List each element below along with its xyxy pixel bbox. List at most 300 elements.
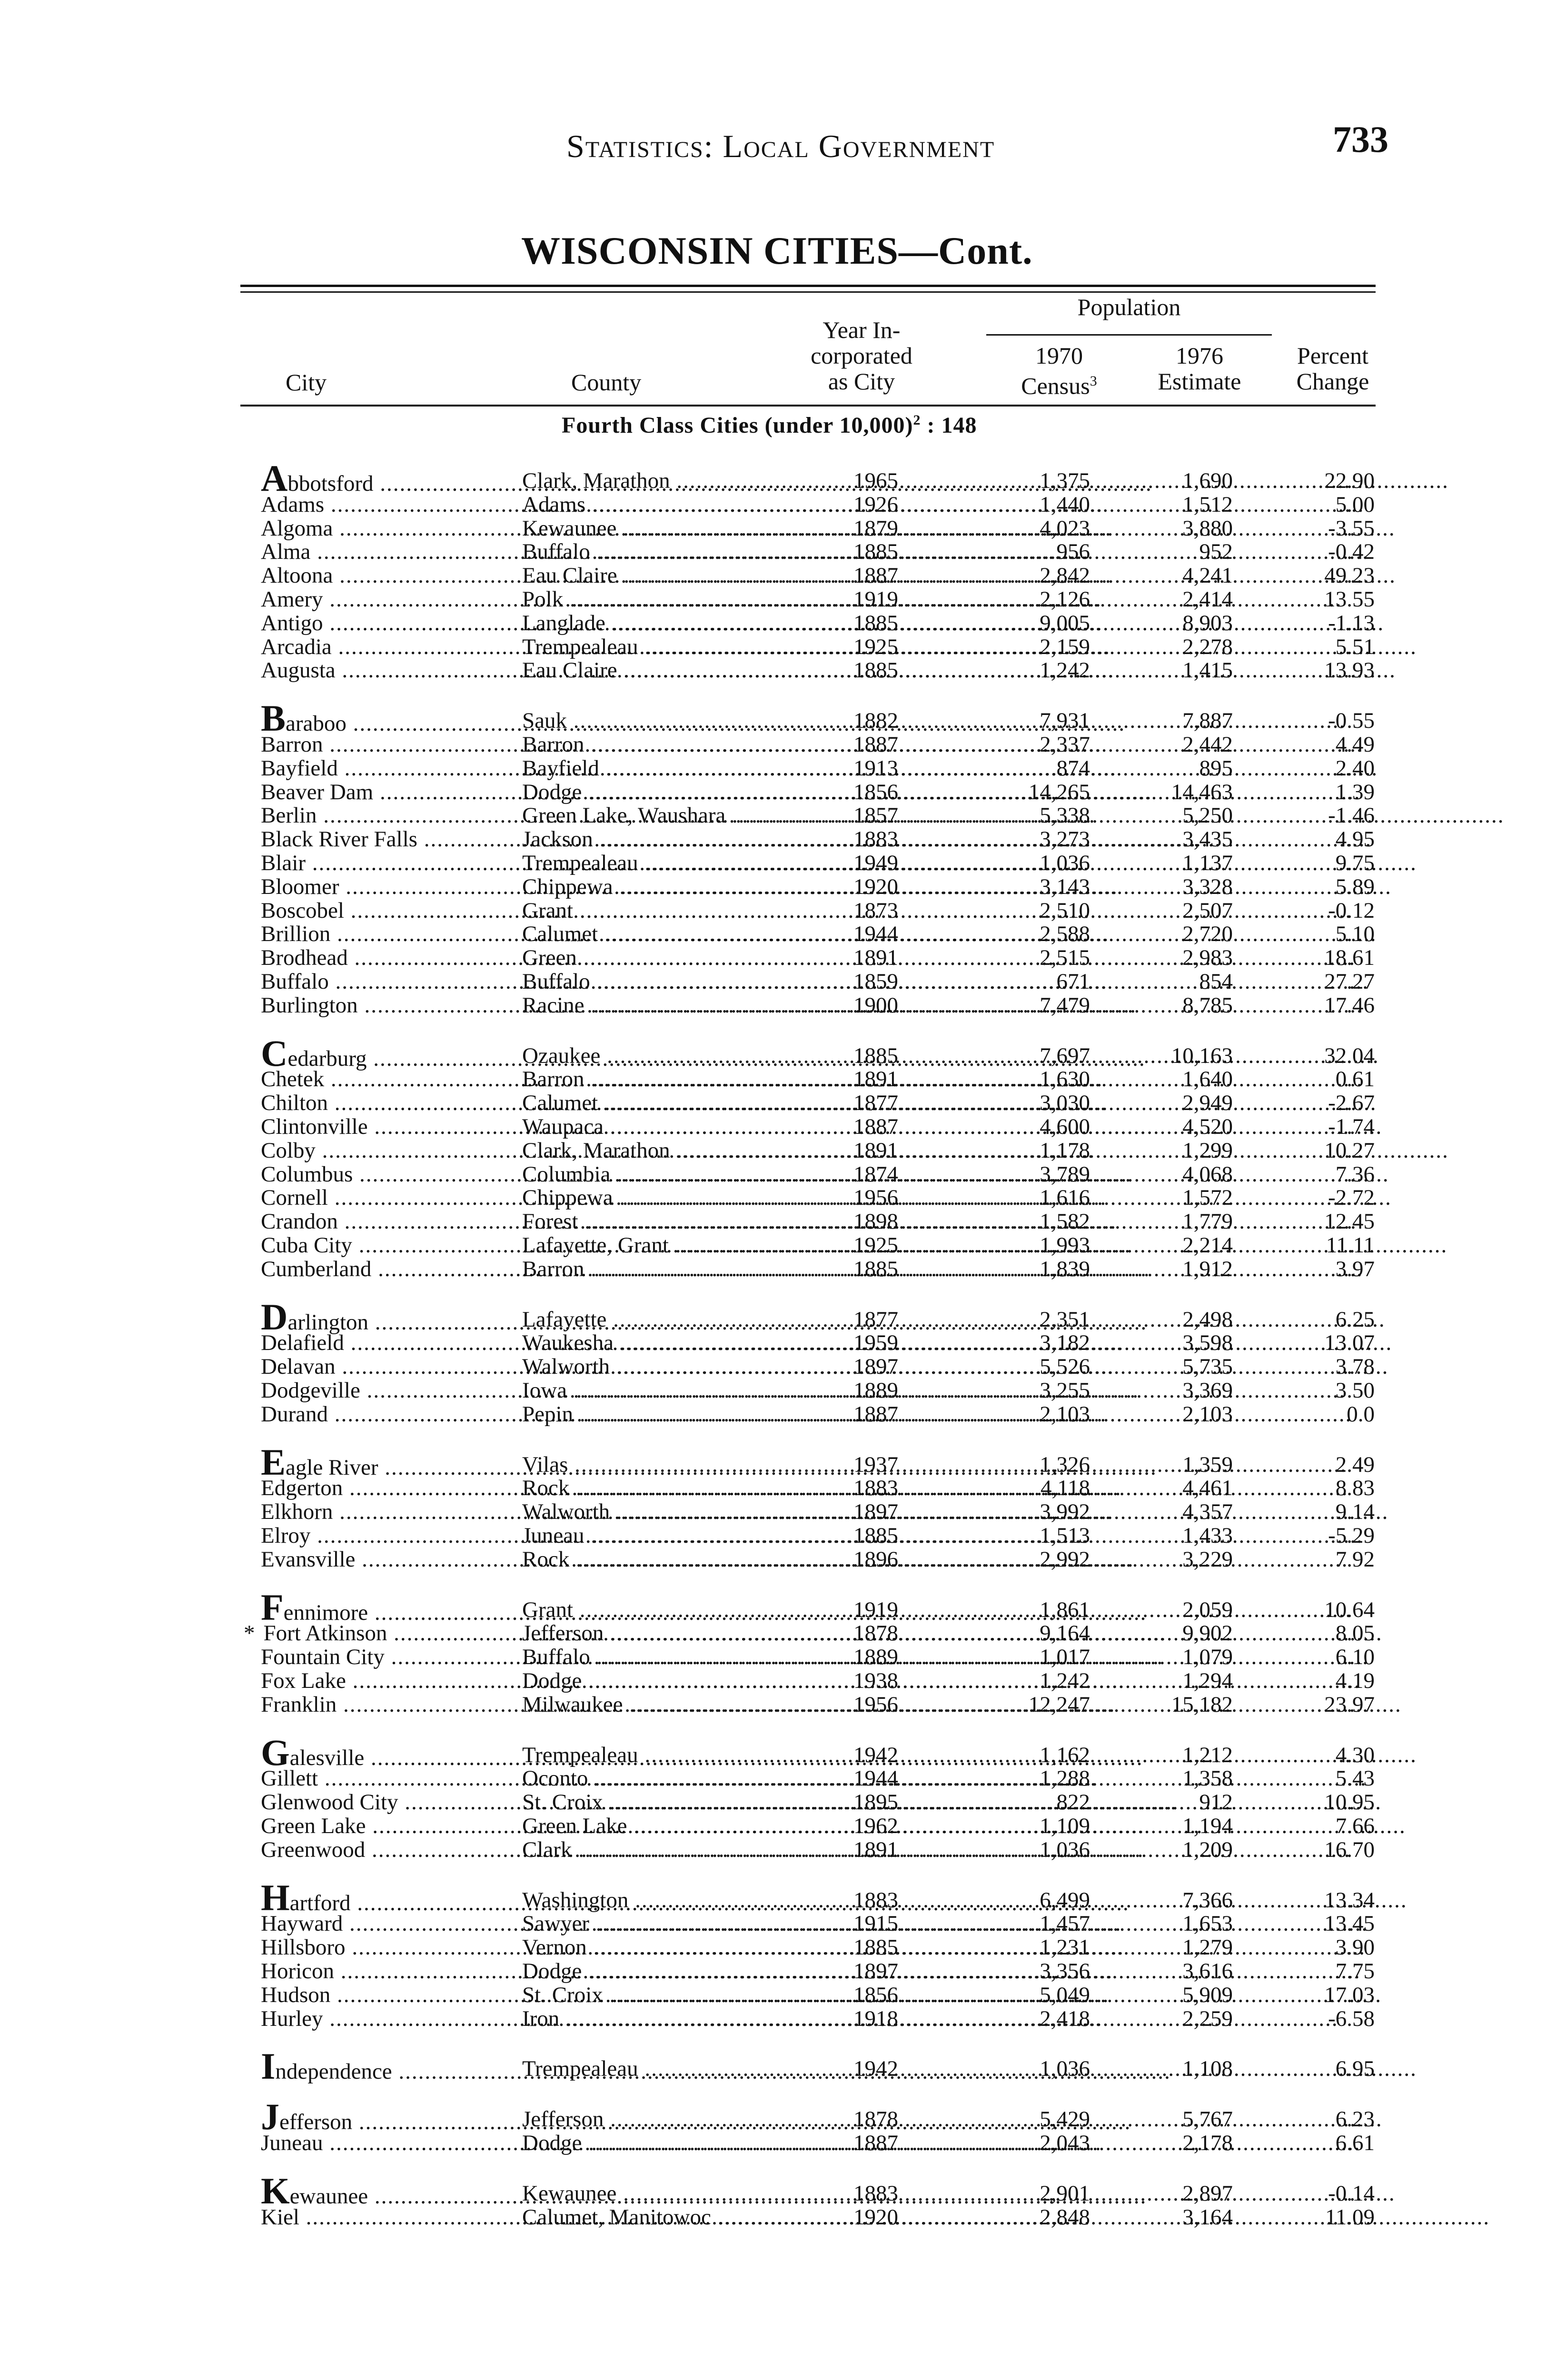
column-header-population: Population [1077, 294, 1181, 320]
top-rule-thin [240, 291, 1376, 293]
county-name: Chippewa ..... [522, 1186, 803, 1210]
year-incorporated: 1885 [853, 1256, 898, 1281]
county-name: Clark ..... [522, 1838, 803, 1862]
population-1970: 3,030 [1040, 1091, 1090, 1116]
population-1970: 12,247 [1028, 1692, 1090, 1717]
population-1976: 3,229 [1182, 1547, 1233, 1572]
table-row [0, 1838, 1546, 1862]
percent-change: 2.49 [1335, 1452, 1375, 1477]
city-name: Galesville ..... [261, 1743, 520, 1770]
county-name: Rock ..... [522, 1476, 803, 1500]
year-incorporated: 1885 [853, 658, 898, 683]
population-1970: 1,036 [1040, 2056, 1090, 2082]
year-incorporated: 1896 [853, 1547, 898, 1572]
table-row [0, 1233, 1546, 1257]
city-name: Kewaunee ..... [261, 2182, 520, 2208]
percent-change: 5.89 [1335, 874, 1375, 899]
percent-change: 6.95 [1335, 2056, 1375, 2082]
city-name: Fox Lake ..... [261, 1669, 520, 1693]
year-incorporated: 1878 [853, 1621, 898, 1646]
percent-change: 7.66 [1335, 1814, 1375, 1838]
year-incorporated: 1873 [853, 898, 898, 923]
population-1976: 9,902 [1182, 1621, 1233, 1646]
city-name: Cedarburg ..... [261, 1044, 520, 1071]
population-1976: 1,212 [1182, 1742, 1233, 1767]
county-name: Lafayette ..... [522, 1308, 803, 1331]
county-name: Clark, Marathon ..... [522, 1139, 803, 1162]
city-name: Darlington ..... [261, 1308, 520, 1334]
county-name: Waupaca ..... [522, 1115, 803, 1139]
county-name: Juneau ..... [522, 1524, 803, 1547]
city-name: Colby ..... [261, 1139, 520, 1162]
population-1970: 1,036 [1040, 851, 1090, 875]
percent-change: 10.64 [1324, 1597, 1375, 1622]
percent-change: 10.27 [1324, 1138, 1375, 1163]
city-name: Greenwood ..... [261, 1838, 520, 1862]
population-1970: 1,457 [1040, 1911, 1090, 1936]
year-incorporated: 1856 [853, 779, 898, 804]
population-1970: 7,479 [1040, 992, 1090, 1018]
table-row [0, 1731, 1546, 1773]
year-incorporated: 1959 [853, 1330, 898, 1356]
population-1976: 1,690 [1182, 468, 1233, 493]
year-incorporated: 1895 [853, 1790, 898, 1815]
percent-change: -1.13 [1328, 610, 1375, 635]
year-incorporated: 1920 [853, 2204, 898, 2230]
population-1970: 2,337 [1040, 732, 1090, 757]
county-name: Jefferson ..... [522, 1621, 803, 1645]
city-name: Alma ..... [261, 540, 520, 564]
year-incorporated: 1879 [853, 516, 898, 541]
population-1970: 2,515 [1040, 945, 1090, 971]
population-1976: 7,366 [1182, 1887, 1233, 1913]
population-1970: 4,118 [1040, 1476, 1090, 1501]
population-1970: 3,992 [1040, 1499, 1090, 1525]
year-incorporated: 1938 [853, 1668, 898, 1693]
city-name: Blair ..... [261, 851, 520, 875]
population-1976: 5,735 [1182, 1354, 1233, 1379]
county-name: Buffalo ..... [522, 1645, 803, 1669]
year-incorporated: 1918 [853, 2006, 898, 2031]
population-1970: 9,005 [1040, 610, 1090, 635]
population-1976: 1,359 [1182, 1452, 1233, 1477]
population-1970: 4,023 [1040, 516, 1090, 541]
county-name: Clark, Marathon ..... [522, 469, 803, 493]
year-incorporated: 1926 [853, 492, 898, 517]
year-incorporated: 1891 [853, 1138, 898, 1163]
year-incorporated: 1887 [853, 2131, 898, 2155]
table-row [0, 1331, 1546, 1355]
year-incorporated: 1877 [853, 1091, 898, 1116]
table-row [0, 1586, 1546, 1628]
population-1976: 2,983 [1182, 945, 1233, 971]
city-name: Berlin ..... [261, 803, 520, 827]
population-1970: 1,109 [1040, 1814, 1090, 1838]
table-row [0, 2096, 1546, 2138]
percent-change: 10.95 [1324, 1790, 1375, 1815]
table-row [0, 1441, 1546, 1483]
population-1970: 4,600 [1040, 1114, 1090, 1139]
city-name: Cuba City ..... [261, 1233, 520, 1257]
percent-change: 4.95 [1335, 827, 1375, 852]
population-1976: 2,897 [1182, 2181, 1233, 2206]
city-name: Glenwood City ..... [261, 1790, 520, 1814]
population-1976: 2,259 [1182, 2006, 1233, 2031]
population-1976: 14,463 [1171, 779, 1233, 804]
city-name: Amery ..... [261, 587, 520, 611]
population-1976: 2,720 [1182, 922, 1233, 947]
population-1970: 1,242 [1040, 658, 1090, 683]
population-1976: 2,507 [1182, 898, 1233, 923]
percent-change: 12.45 [1324, 1209, 1375, 1234]
county-name: Oconto ..... [522, 1766, 803, 1790]
population-1976: 1,194 [1182, 1814, 1233, 1838]
population-1970: 2,588 [1040, 922, 1090, 947]
population-1970: 1,440 [1040, 492, 1090, 517]
population-1976: 3,328 [1182, 874, 1233, 899]
population-1976: 2,214 [1182, 1233, 1233, 1258]
year-incorporated: 1887 [853, 563, 898, 588]
population-1976: 1,294 [1182, 1668, 1233, 1693]
population-1970: 2,126 [1040, 587, 1090, 612]
table-row [0, 1476, 1546, 1500]
county-name: Iowa ..... [522, 1378, 803, 1402]
city-name: Independence ..... [261, 2057, 520, 2083]
table-row [0, 516, 1546, 540]
city-name: Black River Falls ..... [261, 827, 520, 851]
county-name: Calumet ..... [522, 922, 803, 946]
table-row [0, 733, 1546, 756]
table-row [0, 564, 1546, 587]
population-1976: 10,163 [1171, 1043, 1233, 1068]
city-initial: A [261, 457, 288, 499]
table-row [0, 1186, 1546, 1210]
city-name: Burlington ..... [261, 993, 520, 1017]
city-name: Crandon ..... [261, 1210, 520, 1233]
population-1970: 5,429 [1040, 2107, 1090, 2132]
percent-change: -0.12 [1328, 898, 1375, 923]
city-name: Dodgeville ..... [261, 1378, 520, 1402]
population-1976: 1,137 [1182, 851, 1233, 875]
population-1970: 874 [1056, 755, 1090, 781]
table-row [0, 922, 1546, 946]
table-row [0, 1115, 1546, 1139]
percent-change: 3.50 [1335, 1378, 1375, 1403]
table-row [0, 1162, 1546, 1186]
city-name: Columbus ..... [261, 1162, 520, 1186]
percent-change: 4.49 [1335, 732, 1375, 757]
population-1976: 1,572 [1182, 1185, 1233, 1210]
city-name: Abbotsford ..... [261, 469, 520, 496]
year-incorporated: 1937 [853, 1452, 898, 1477]
year-incorporated: 1883 [853, 1476, 898, 1501]
percent-change: 5.51 [1335, 634, 1375, 659]
year-incorporated: 1897 [853, 1959, 898, 1983]
population-1970: 3,789 [1040, 1161, 1090, 1187]
population-1976: 1,640 [1182, 1067, 1233, 1092]
county-name: Adams ..... [522, 493, 803, 516]
county-name: Trempealeau ..... [522, 851, 803, 875]
population-1976: 5,250 [1182, 803, 1233, 828]
table-row [0, 1067, 1546, 1091]
population-1970: 1,630 [1040, 1067, 1090, 1092]
table-row [0, 1500, 1546, 1524]
table-row [0, 2170, 1546, 2211]
county-name: Trempealeau ..... [522, 1743, 803, 1767]
county-name: Sauk ..... [522, 709, 803, 733]
city-name: Gillett ..... [261, 1766, 520, 1790]
city-name: Hayward ..... [261, 1912, 520, 1935]
city-name: Boscobel ..... [261, 899, 520, 922]
city-name: Augusta ..... [261, 658, 520, 682]
city-name: Arcadia ..... [261, 635, 520, 659]
year-incorporated: 1878 [853, 2107, 898, 2132]
table-row [0, 756, 1546, 780]
city-name: * Fort Atkinson ..... [252, 1621, 512, 1645]
population-1970: 3,143 [1040, 874, 1090, 899]
population-1976: 4,357 [1182, 1499, 1233, 1525]
table-row [0, 1935, 1546, 1959]
percent-change: -0.42 [1328, 539, 1375, 565]
year-incorporated: 1925 [853, 1233, 898, 1258]
county-name: Grant ..... [522, 1598, 803, 1622]
year-incorporated: 1919 [853, 587, 898, 612]
table-row [0, 1355, 1546, 1378]
table-row [0, 2007, 1546, 2031]
county-name: Jefferson ..... [522, 2107, 803, 2131]
percent-change: 17.46 [1324, 992, 1375, 1018]
population-1976: 1,209 [1182, 1837, 1233, 1862]
population-1976: 5,909 [1182, 1982, 1233, 2007]
year-incorporated: 1897 [853, 1499, 898, 1525]
table-row [0, 540, 1546, 564]
year-incorporated: 1859 [853, 969, 898, 994]
population-1976: 4,068 [1182, 1161, 1233, 1187]
city-name: Kiel ..... [261, 2205, 520, 2229]
table-row [0, 803, 1546, 827]
population-1970: 3,273 [1040, 827, 1090, 852]
population-1976: 2,949 [1182, 1091, 1233, 1116]
percent-change: 22.90 [1324, 468, 1375, 493]
percent-change: 5.00 [1335, 492, 1375, 517]
table-row [0, 1669, 1546, 1693]
year-incorporated: 1915 [853, 1911, 898, 1936]
percent-change: 8.83 [1335, 1476, 1375, 1501]
city-name: Brillion ..... [261, 922, 520, 946]
city-name: Delafield ..... [261, 1331, 520, 1355]
county-name: Chippewa ..... [522, 875, 803, 899]
population-1976: 895 [1199, 755, 1233, 781]
population-1976: 1,079 [1182, 1645, 1233, 1670]
percent-change: 3.97 [1335, 1256, 1375, 1281]
table-row [0, 899, 1546, 922]
running-head: Statistics: Local Government [566, 128, 995, 164]
table-row [0, 993, 1546, 1017]
population-1976: 7,887 [1182, 708, 1233, 734]
percent-change: 11.09 [1325, 2204, 1375, 2230]
year-incorporated: 1885 [853, 1523, 898, 1548]
year-incorporated: 1919 [853, 1597, 898, 1622]
population-1970: 7,931 [1040, 708, 1090, 734]
column-header-county: County [571, 369, 642, 396]
percent-change: 4.19 [1335, 1668, 1375, 1693]
percent-change: 7.75 [1335, 1959, 1375, 1983]
percent-change: 5.10 [1335, 922, 1375, 947]
percent-change: 1.39 [1335, 779, 1375, 804]
population-1970: 3,182 [1040, 1330, 1090, 1356]
population-1970: 1,616 [1040, 1185, 1090, 1210]
year-incorporated: 1857 [853, 803, 898, 828]
city-name: Elkhorn ..... [261, 1500, 520, 1524]
percent-change: 6.61 [1335, 2131, 1375, 2155]
percent-change: 2.40 [1335, 755, 1375, 781]
table-row [0, 851, 1546, 875]
population-1976: 1,299 [1182, 1138, 1233, 1163]
population-1970: 1,513 [1040, 1523, 1090, 1548]
population-1976: 3,880 [1182, 516, 1233, 541]
city-name: Bayfield ..... [261, 756, 520, 780]
county-name: Calumet, Manitowoc ..... [522, 2205, 803, 2229]
county-name: Lafayette, Grant ..... [522, 1233, 803, 1257]
year-incorporated: 1942 [853, 2056, 898, 2082]
county-name: Langlade ..... [522, 611, 803, 635]
population-1976: 1,512 [1182, 492, 1233, 517]
population-1970: 2,043 [1040, 2131, 1090, 2155]
city-name: Cumberland ..... [261, 1257, 520, 1281]
population-1976: 15,182 [1171, 1692, 1233, 1717]
population-1970: 1,242 [1040, 1668, 1090, 1693]
population-1976: 2,498 [1182, 1307, 1233, 1332]
percent-change: 9.75 [1335, 851, 1375, 875]
county-name: St. Croix ..... [522, 1790, 803, 1814]
percent-change: -5.29 [1328, 1523, 1375, 1548]
county-name: Buffalo ..... [522, 970, 803, 993]
table-row [0, 457, 1546, 499]
percent-change: -3.55 [1328, 516, 1375, 541]
year-incorporated: 1891 [853, 945, 898, 971]
population-1976: 1,433 [1182, 1523, 1233, 1548]
county-name: Walworth ..... [522, 1500, 803, 1524]
population-1976: 1,108 [1182, 2056, 1233, 2082]
city-name: Brodhead ..... [261, 946, 520, 970]
city-name: Green Lake ..... [261, 1814, 520, 1838]
top-rule [240, 285, 1376, 287]
city-name: Cornell ..... [261, 1186, 520, 1210]
population-1970: 1,861 [1040, 1597, 1090, 1622]
year-incorporated: 1898 [853, 1209, 898, 1234]
population-1970: 2,842 [1040, 563, 1090, 588]
population-1970: 2,510 [1040, 898, 1090, 923]
county-name: Pepin ..... [522, 1402, 803, 1426]
year-incorporated: 1956 [853, 1185, 898, 1210]
county-name: Kewaunee ..... [522, 2182, 803, 2205]
city-name: Fennimore ..... [261, 1598, 520, 1625]
city-name: Chetek ..... [261, 1067, 520, 1091]
table-row [0, 1257, 1546, 1281]
county-name: Racine ..... [522, 993, 803, 1017]
percent-change: 13.45 [1324, 1911, 1375, 1936]
table-row [0, 493, 1546, 516]
population-1970: 1,582 [1040, 1209, 1090, 1234]
table-row [0, 611, 1546, 635]
county-name: Polk ..... [522, 587, 803, 611]
county-name: Buffalo ..... [522, 540, 803, 564]
county-name: Walworth ..... [522, 1355, 803, 1378]
percent-change: 49.23 [1324, 563, 1375, 588]
population-1970: 956 [1056, 539, 1090, 565]
year-incorporated: 1887 [853, 1401, 898, 1427]
population-1970: 2,848 [1040, 2204, 1090, 2230]
table-row [0, 1790, 1546, 1814]
population-1970: 822 [1056, 1790, 1090, 1815]
year-incorporated: 1965 [853, 468, 898, 493]
class-heading: Fourth Class Cities (under 10,000)$^2$ : 148 [562, 412, 977, 438]
county-name: Milwaukee ..... [522, 1693, 803, 1716]
county-name: Barron ..... [522, 1257, 803, 1281]
population-1970: 1,993 [1040, 1233, 1090, 1258]
county-name: Columbia ..... [522, 1162, 803, 1186]
county-name: Grant ..... [522, 899, 803, 922]
population-1976: 3,598 [1182, 1330, 1233, 1356]
city-initial: F [261, 1586, 284, 1628]
table-row [0, 2131, 1546, 2155]
table-row [0, 1766, 1546, 1790]
population-1970: 5,526 [1040, 1354, 1090, 1379]
table-title: WISCONSIN CITIES—Cont. [521, 229, 1033, 272]
city-initial: E [261, 1441, 286, 1483]
column-header-1970: 1970 Census$^3$ [1021, 342, 1097, 399]
table-row [0, 1139, 1546, 1162]
county-name: Trempealeau ..... [522, 635, 803, 659]
population-1976: 3,369 [1182, 1378, 1233, 1403]
city-name: Juneau ..... [261, 2131, 520, 2155]
year-incorporated: 1887 [853, 1114, 898, 1139]
percent-change: 6.10 [1335, 1645, 1375, 1670]
year-incorporated: 1883 [853, 827, 898, 852]
city-name: Eagle River ..... [261, 1453, 520, 1479]
year-incorporated: 1897 [853, 1354, 898, 1379]
column-header-1976: 1976 Estimate [1158, 342, 1241, 395]
population-1976: 2,059 [1182, 1597, 1233, 1622]
table-row [0, 587, 1546, 611]
year-incorporated: 1913 [853, 755, 898, 781]
population-1976: 2,178 [1182, 2131, 1233, 2155]
population-1970: 2,159 [1040, 634, 1090, 659]
column-header-year: Year In- corporated as City [811, 317, 912, 395]
year-incorporated: 1885 [853, 610, 898, 635]
population-1976: 4,241 [1182, 563, 1233, 588]
city-initial: G [261, 1731, 290, 1773]
percent-change: 0.0 [1347, 1401, 1375, 1427]
percent-change: -2.67 [1328, 1091, 1375, 1116]
year-incorporated: 1920 [853, 874, 898, 899]
population-1970: 1,178 [1040, 1138, 1090, 1163]
year-incorporated: 1889 [853, 1645, 898, 1670]
city-name: Evansville ..... [261, 1547, 520, 1571]
percent-change: 13.93 [1324, 658, 1375, 683]
city-name: Antigo ..... [261, 611, 520, 635]
population-1970: 14,265 [1028, 779, 1090, 804]
population-1970: 9,164 [1040, 1621, 1090, 1646]
city-name: Baraboo ..... [261, 709, 520, 735]
table-row [0, 946, 1546, 970]
year-incorporated: 1877 [853, 1307, 898, 1332]
table-row [0, 697, 1546, 739]
county-name: St. Croix ..... [522, 1983, 803, 2007]
table-row [0, 1032, 1546, 1074]
population-1970: 2,351 [1040, 1307, 1090, 1332]
table-row [0, 1402, 1546, 1426]
